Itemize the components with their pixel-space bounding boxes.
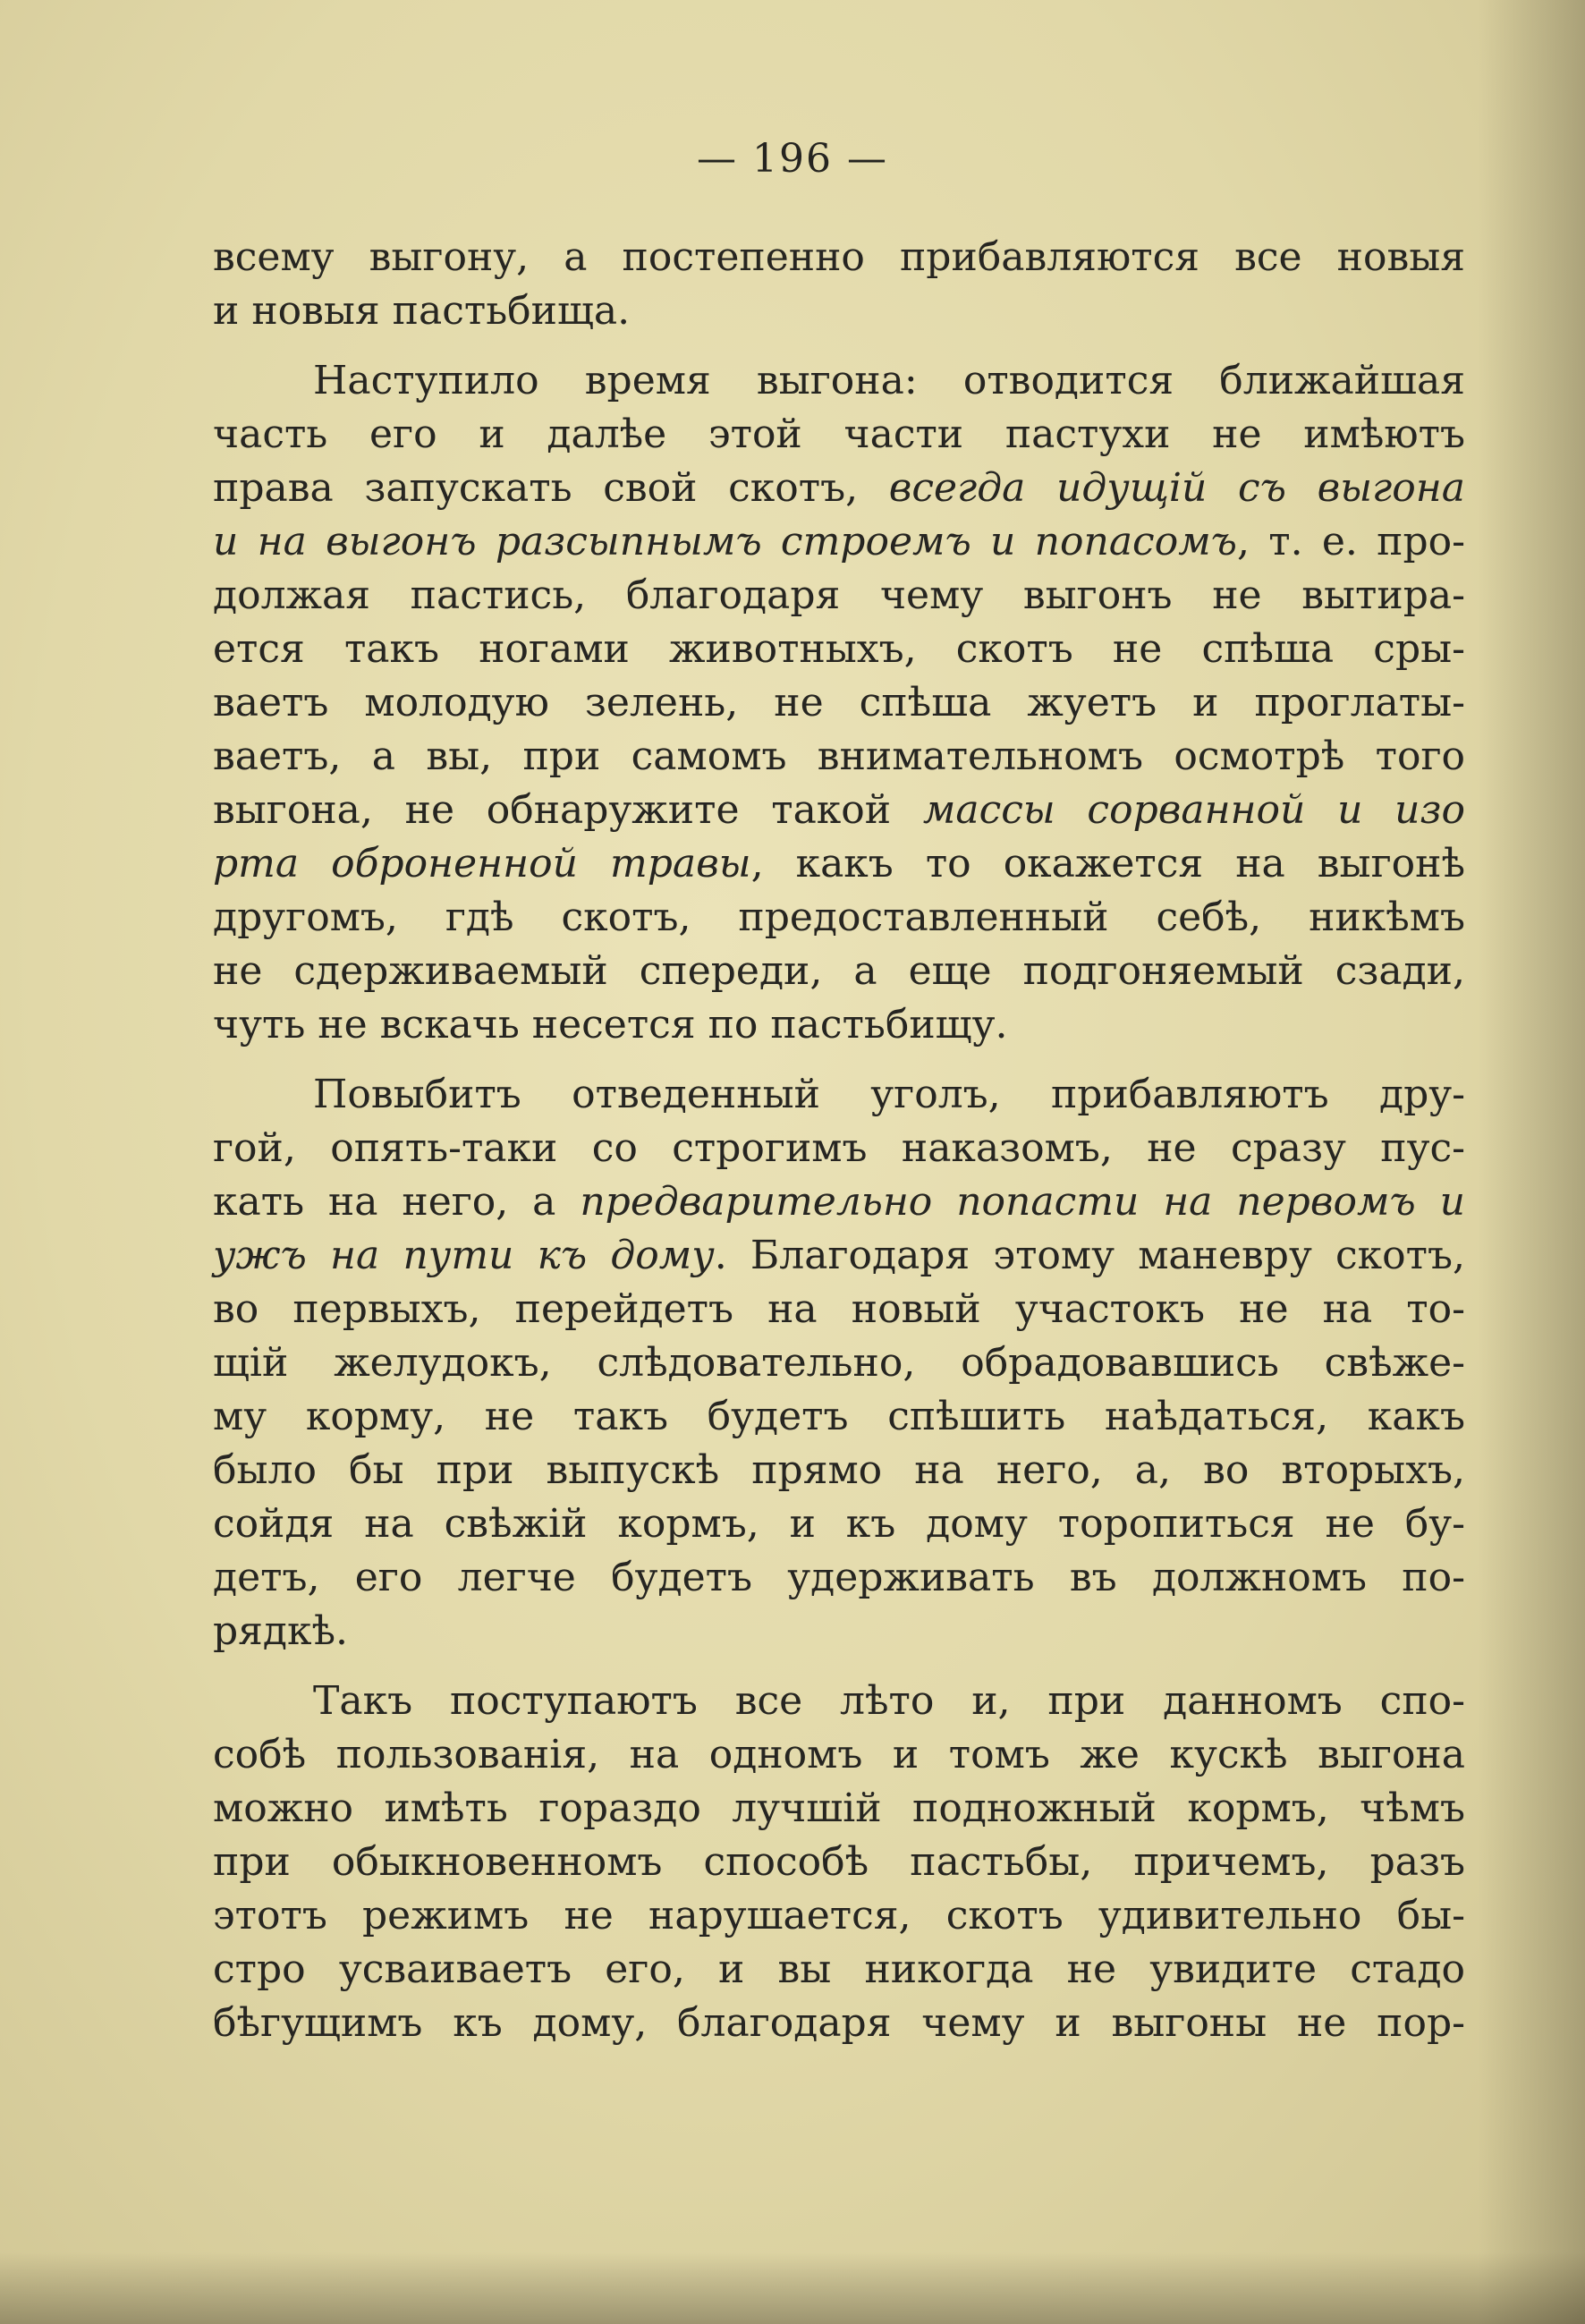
text-line: ется такъ ногами животныхъ, скотъ не спѣша сры- — [213, 626, 1465, 672]
text-line: стро усваиваетъ его, и вы никогда не увидите стадо — [213, 1947, 1465, 1992]
text-run: права запускать свой скотъ, — [213, 465, 889, 511]
italic-run: ужъ на пути къ дому — [213, 1233, 715, 1278]
text-line: Такъ поступаютъ все лѣто и, при данномъ спо- — [313, 1678, 1465, 1724]
text-line: гой, опять-таки со строгимъ наказомъ, не сразу пус- — [213, 1125, 1465, 1171]
text-line: было бы при выпускѣ прямо на него, а, во вторыхъ, — [213, 1447, 1465, 1493]
paragraph-3 — [213, 1068, 1465, 1658]
text-line: детъ, его легче будетъ удерживать въ должномъ по- — [213, 1555, 1465, 1600]
italic-run: предварительно попасти на первомъ и — [580, 1179, 1465, 1225]
text-line: му корму, не такъ будетъ спѣшить наѣдаться, какъ — [213, 1394, 1465, 1439]
text-line: часть его и далѣе этой части пастухи не имѣютъ — [213, 411, 1465, 457]
italic-run: и на выгонъ разсыпнымъ строемъ и попасомъ — [213, 519, 1237, 564]
italic-run: массы сорванной и изо — [922, 787, 1465, 833]
text-line: щій желудокъ, слѣдовательно, обрадовавшись свѣже- — [213, 1340, 1465, 1386]
text-line: этотъ режимъ не нарушается, скотъ удивительно бы- — [213, 1893, 1465, 1938]
text-line: при обыкновенномъ способѣ пастьбы, причемъ, разъ — [213, 1839, 1465, 1885]
paragraph-4 — [213, 1675, 1465, 2050]
text-run: , какъ то окажется на выгонѣ — [750, 841, 1465, 886]
text-line: чуть не вскачь несется по пастьбищу. — [213, 1002, 1008, 1047]
text-line: ваетъ, а вы, при самомъ внимательномъ осмотрѣ того — [213, 734, 1465, 779]
paragraph-1 — [213, 231, 1465, 338]
text-line: ваетъ молодую зелень, не спѣша жуетъ и проглаты- — [213, 680, 1465, 725]
text-line: во первыхъ, перейдетъ на новый участокъ не на то- — [213, 1286, 1465, 1332]
text-line — [213, 784, 1465, 837]
page-edge-shadow — [1478, 0, 1585, 2324]
text-line: и новыя пастьбища. — [213, 288, 631, 334]
text-line: всему выгону, а постепенно прибавляются все новыя — [213, 234, 1465, 280]
text-run: кать на него, а — [213, 1179, 581, 1225]
body-text — [213, 231, 1465, 2050]
paragraph-2 — [213, 354, 1465, 1052]
text-run: . Благодаря этому маневру скотъ, — [714, 1233, 1465, 1278]
text-line: не сдерживаемый спереди, а еще подгоняемый сзади, — [213, 948, 1465, 994]
text-line: можно имѣть гораздо лучшій подножный кормъ, чѣмъ — [213, 1785, 1465, 1831]
text-line — [213, 837, 1465, 891]
text-line: Наступило время выгона: отводится ближайшая — [313, 358, 1465, 403]
text-line — [213, 1175, 1465, 1229]
page-bottom-shadow — [0, 2252, 1585, 2324]
italic-run: рта оброненной травы — [213, 841, 751, 886]
text-line — [213, 515, 1465, 569]
text-line: Повыбитъ отведенный уголъ, прибавляютъ дру- — [313, 1072, 1465, 1117]
text-line — [213, 462, 1465, 515]
text-line: должая пастись, благодаря чему выгонъ не вытира- — [213, 573, 1465, 618]
text-line: другомъ, гдѣ скотъ, предоставленный себѣ, никѣмъ — [213, 895, 1465, 940]
page-number: — 196 — — [697, 136, 888, 182]
text-line — [213, 1229, 1465, 1283]
text-run: выгона, не обнаружите такой — [213, 787, 923, 833]
italic-run: всегда идущій съ выгона — [888, 465, 1465, 511]
text-line: сойдя на свѣжій кормъ, и къ дому торопиться не бу- — [213, 1501, 1465, 1547]
text-line: рядкѣ. — [213, 1608, 349, 1654]
text-line: бѣгущимъ къ дому, благодаря чему и выгоны не пор- — [213, 2000, 1465, 2046]
text-run: , т. е. про- — [1237, 519, 1465, 564]
text-line: собѣ пользованія, на одномъ и томъ же кускѣ выгона — [213, 1732, 1465, 1777]
